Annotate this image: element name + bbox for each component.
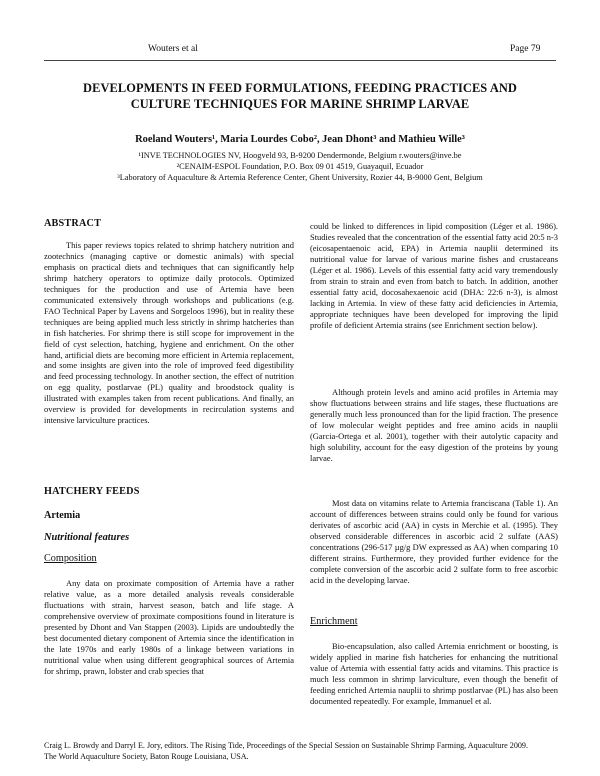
lipid-paragraph: could be linked to differences in lipid composition (Léger et al. 1986). Studies revealed that the concentration of the essential fatty acid 20:5 n-3 (eicosapentaenoic acid, EPA) in Artemia nauplii determined its nutritional value for larvae of various marine fishes and crustaceans (Léger et al. 1986). Levels of this essential fatty acid vary tremendously from strain to strain and even from batch to batch. In addition, another essential fatty acid, docosahexaenoic acid (DHA: 22:6 n-3), is almost lacking in Artemia. In view of these fatty acid deficiencies in Artemia, appropriate techniques have been developed for improving the lipid profile of deficient Artemia strains (see Enrichment section below). (310, 221, 558, 330)
affiliation-1: ¹INVE TECHNOLOGIES NV, Hoogveld 93, B-9200 Dendermonde, Belgium r.wouters@inve.be (138, 151, 462, 160)
right-para-3 (310, 498, 558, 586)
enrichment-paragraph: Bio-encapsulation, also called Artemia enrichment or boosting, is widely applied in marine fish hatcheries for enhancing the nutritional value of Artemia with essential fatty acids and vitamins. This practice is much less common in shrimp larviculture, even though the benefit of feeding enriched Artemia nauplii to shrimp postlarvae (PL) has also been documented repeatedly. For example, Immanuel et al. (310, 641, 558, 706)
composition-text (44, 578, 294, 677)
paper-title (40, 80, 560, 112)
composition-heading: Composition (44, 553, 97, 564)
vitamin-paragraph: Most data on vitamins relate to Artemia franciscana (Table 1). An account of differences between strains could only be found for various derivates of ascorbic acid (AA) in cysts in Merchie et al. (1995). They observed considerable differences in ascorbic acid 2 sulfate (AAS) concentrations (296-517 µg/g DW expressed as AA) when comparing 10 different strains. Furthermore, they provided further evidence for the complete conversion of the ascorbic acid 2 sulfate form to free ascorbic acid in the developing larvae. (310, 498, 558, 585)
abstract-text (44, 240, 294, 426)
footer-citation (44, 740, 564, 762)
footer-line-1: Craig L. Browdy and Darryl E. Jory, editors. The Rising Tide, Proceedings of the Special Session on Sustainable Shrimp Farming, Aquaculture 2009. (44, 741, 528, 750)
hatchery-feeds-heading: HATCHERY FEEDS (44, 486, 140, 497)
affiliation-3: ³Laboratory of Aquaculture & Artemia Reference Center, Ghent University, Rozier 44, B-9000 Gent, Belgium (117, 173, 483, 182)
affiliation-2: ²CENAIM-ESPOL Foundation, P.O. Box 09 01 4519, Guayaquil, Ecuador (176, 162, 424, 171)
running-title: Wouters et al (148, 44, 198, 54)
artemia-heading: Artemia (44, 510, 81, 521)
footer-line-2: The World Aquaculture Society, Baton Rouge Louisiana, USA. (44, 752, 249, 761)
nutritional-features-heading: Nutritional features (44, 532, 130, 543)
authors: Roeland Wouters¹, Maria Lourdes Cobo², Jean Dhont³ and Mathieu Wille³ (135, 134, 465, 145)
title-line-1: DEVELOPMENTS IN FEED FORMULATIONS, FEEDING PRACTICES AND (83, 81, 517, 95)
right-para-2 (310, 387, 558, 464)
abstract-heading: ABSTRACT (44, 218, 102, 229)
page-number: Page 79 (510, 44, 541, 54)
title-line-2: CULTURE TECHNIQUES FOR MARINE SHRIMP LARVAE (130, 97, 470, 111)
abstract-paragraph: This paper reviews topics related to shrimp hatchery nutrition and zootechnics (managing captive or domestic animals) with special emphasis on practical diets and techniques that can significantly help shrimp hatchery operators to optimize daily protocols. Optimized techniques for the production and use of Artemia have been communicated extensively through workshops and publications (e.g. FAO Technical Paper by Lavens and Sorgeloos 1996), but in reality these techniques are being applied much less strictly in shrimp hatcheries than in fish hatcheries. For shrimp there is still scope for improvement in the field of cyst selection, hatching, hygiene and enrichment. On the other hand, artificial diets are becoming more efficient in Artemia replacement, and some insights are given into the role of improved feed digestibility and feed processing technology. In another section, the effect of nutrition on egg quality, postlarvae (PL) quality and broodstock quality is illustrated with examples taken from recent publications. And finally, an overview is provided for developments in recirculation systems and intensive larviculture practices. (44, 240, 294, 426)
header-rule (44, 60, 556, 61)
protein-paragraph: Although protein levels and amino acid profiles in Artemia may show fluctuations between strains and life stages, these fluctuations are generally much less pronounced than for the lipid fraction. The presence of low molecular weight peptides and free amino acids in nauplii (Garcia-Ortega et al. 2001), together with their autolytic capacity and high solubility, account for the easy digestion of the proteins by young larvae. (310, 387, 558, 463)
right-para-1 (310, 221, 558, 331)
enrichment-heading: Enrichment (310, 616, 358, 627)
right-para-4 (310, 641, 558, 707)
composition-paragraph: Any data on proximate composition of Artemia have a rather relative value, as a more detailed analysis reveals considerable fluctuations with strain, harvest season, batch and life stage. A comprehensive overview of proximate compositions found in literature is presented by Dhont and Van Stappen (2003). Lipids are undoubtedly the best documented dietary component of Artemia since the identification in the late 1970s and early 1980s of a linkage between variations in nutritional value when using different geographical sources of Artemia for shrimp, prawn, lobster and crab species that (44, 578, 294, 676)
